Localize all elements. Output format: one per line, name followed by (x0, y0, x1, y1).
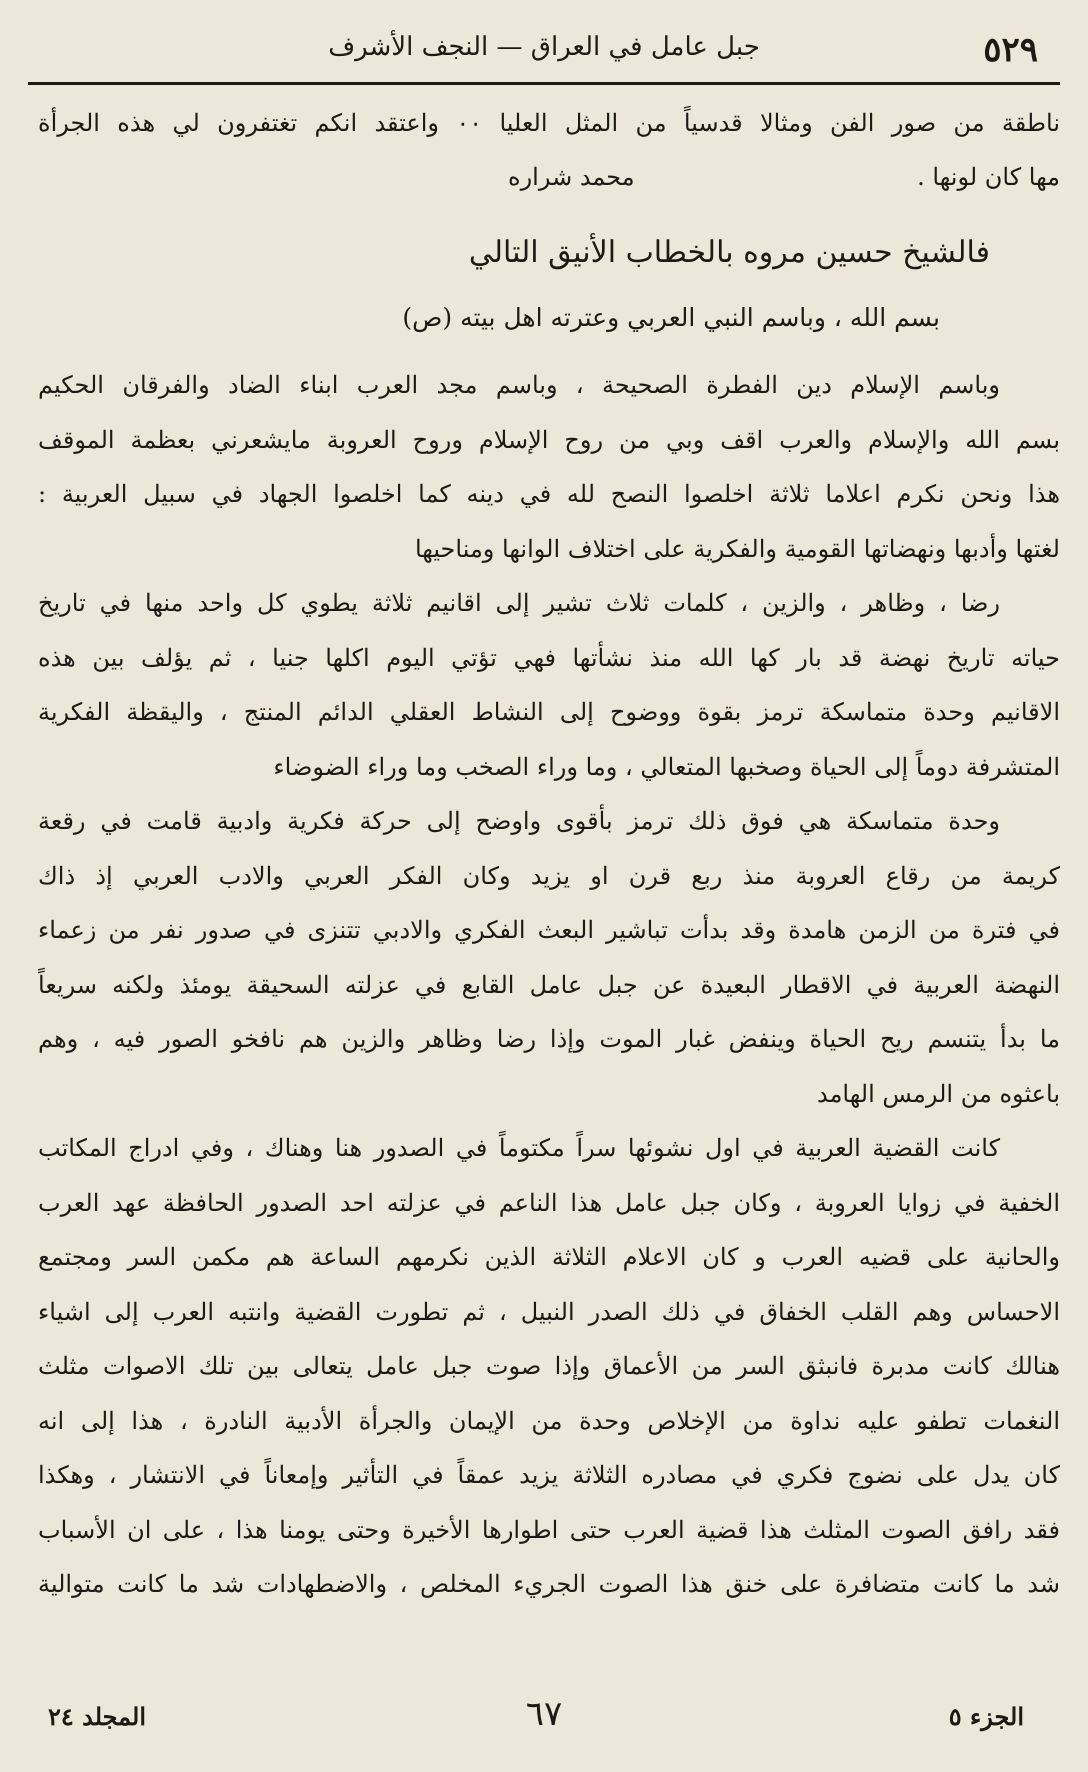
paragraph-line: النغمات تطفو عليه نداوة من الإخلاص وحدة من الإيمان والجرأة الأدبية النادرة ، هذا إلى انه (38, 1406, 1060, 1435)
signature-text: مها كان لونها . (917, 163, 1060, 191)
signature-name: محمد شراره (508, 163, 635, 191)
paragraph-line: فقد رافق الصوت المثلث هذا قضية العرب حتى اطوارها الأخيرة وحتى يومنا هذا ، على ان الأسباب (38, 1515, 1060, 1544)
paragraph-line: والحانية على قضيه العرب و كان الاعلام الثلاثة الذين نكرمهم الساعة هم مكمن السر ومجتمع (38, 1243, 1060, 1271)
paragraph-1 (38, 358, 1060, 576)
paragraph-line: باعثوه من الرمس الهامد (816, 1079, 1060, 1108)
section-heading: فالشيخ حسين مروه بالخطاب الأنيق التالي (468, 235, 990, 270)
paragraph-line: وحدة متماسكة هي فوق ذلك ترمز بأقوى واوضح إلى حركة فكرية وادبية قامت في رقعة (38, 807, 1000, 835)
paragraph-line: حياته تاريخ نهضة قد بار كها الله منذ نشأتها فهي تؤتي اليوم اكلها جنيا ، ثم يؤلف بين هذه (38, 643, 1060, 672)
paragraph-line: هنالك كانت مدبرة فانبثق السر من الأعماق وإذا صوت جبل عامل يتعالى بين تلك الاصوات مثلث (38, 1352, 1060, 1380)
running-title: جبل عامل في العراق — النجف الأشرف (328, 32, 760, 62)
paragraph-line: بسم الله والإسلام والعرب اقف وبي من روح الإسلام وروح العروبة مايشعرني بعظمة الموقف (38, 425, 1060, 454)
paragraph-line: وباسم الإسلام دين الفطرة الصحيحة ، وباسم مجد العرب ابناء الضاد والفرقان الحكيم (38, 371, 1000, 399)
paragraph-line: الاقانيم وحدة متماسكة ترمز بقوة ووضوح إلى النشاط العقلي الدائم المنتج ، واليقظة الفكرية (38, 698, 1060, 726)
paragraph-line: رضا ، وظاهر ، والزين ، كلمات ثلاث تشير إلى اقانيم ثلاثة يطوي كل واحد منها في تاريخ (38, 589, 1000, 617)
paragraph-line: الاحساس وهم القلب الخفاق في ذلك الصدر النبيل ، ثم تطورت القضية وانتبه العرب إلى اشياء (38, 1297, 1060, 1326)
page-header (28, 22, 1060, 78)
sheet-number: ٦٧ (525, 1694, 563, 1734)
paragraph-line: ما بدأ يتنسم ريح الحياة وينفض غبار الموت وإذا رضا وظاهر والزين هم نافخو الصور فيه ، وهم (38, 1025, 1060, 1053)
paragraph-line: المتشرفة دوماً إلى الحياة وصخبها المتعالي ، وما وراء الصخب وما وراء الضوضاء (273, 752, 1060, 781)
page-footer (28, 1694, 1060, 1740)
paragraph-line: شد ما كانت متضافرة على خنق هذا الصوت الجريء المخلص ، والاضطهادات شد ما كانت متوالية (38, 1570, 1060, 1598)
paragraph-4 (38, 1121, 1060, 1612)
paragraph-line: هذا ونحن نكرم اعلاما ثلاثة اخلصوا النصح لله في دينه كما اخلصوا الجهاد في سبيل العربية : (38, 480, 1060, 508)
paragraph-line: كانت القضية العربية في اول نشوئها سراً مكتوماً في الصدور هنا وهناك ، وفي ادراج المكاتب (38, 1134, 1000, 1162)
header-rule (28, 82, 1060, 85)
paragraph-line: لغتها وأدبها ونهضاتها القومية والفكرية على اختلاف الوانها ومناحيها (414, 534, 1060, 563)
volume-number: المجلد ٢٤ (48, 1702, 147, 1731)
page-body (38, 96, 1060, 1612)
paragraph-line: كان يدل على نضوج فكري في مصادره الثلاثة يزيد عمقاً في التأثير وإمعاناً في الانتشار ، وهكذا (38, 1461, 1060, 1489)
page-number: ٥٢٩ (983, 30, 1038, 70)
signature-line (38, 150, 1060, 204)
intro-block (38, 96, 1060, 204)
paragraph-line: في فترة من الزمن هامدة وقد بدأت تباشير البعث الفكري والادبي تتنزى في صدور نفر من زعماء (38, 916, 1060, 944)
paragraph-line: الخفية في زوايا العروبة ، وكان جبل عامل هذا الناعم في عزلته احد الصدور الحافظة عهد العرب (38, 1188, 1060, 1217)
intro-line: ناطقة من صور الفن ومثالا قدسياً من المثل العليا ٠٠ واعتقد انكم تغتفرون لي هذه الجرأة (38, 109, 1060, 137)
paragraph-line: كريمة من رقاع العروبة منذ ربع قرن او يزيد وكان الفكر العربي والادب العربي إذ ذاك (38, 861, 1060, 890)
basmala-line: بسم الله ، وباسم النبي العربي وعترته اهل بيته (ص) (402, 303, 940, 332)
paragraph-2 (38, 576, 1060, 794)
paragraph-line: النهضة العربية في الاقطار البعيدة عن جبل عامل القابع في عزلته السحيقة يومئذ ولكنه سريعاً (38, 970, 1060, 999)
paragraph-3 (38, 794, 1060, 1121)
part-number: الجزء ٥ (948, 1702, 1024, 1731)
